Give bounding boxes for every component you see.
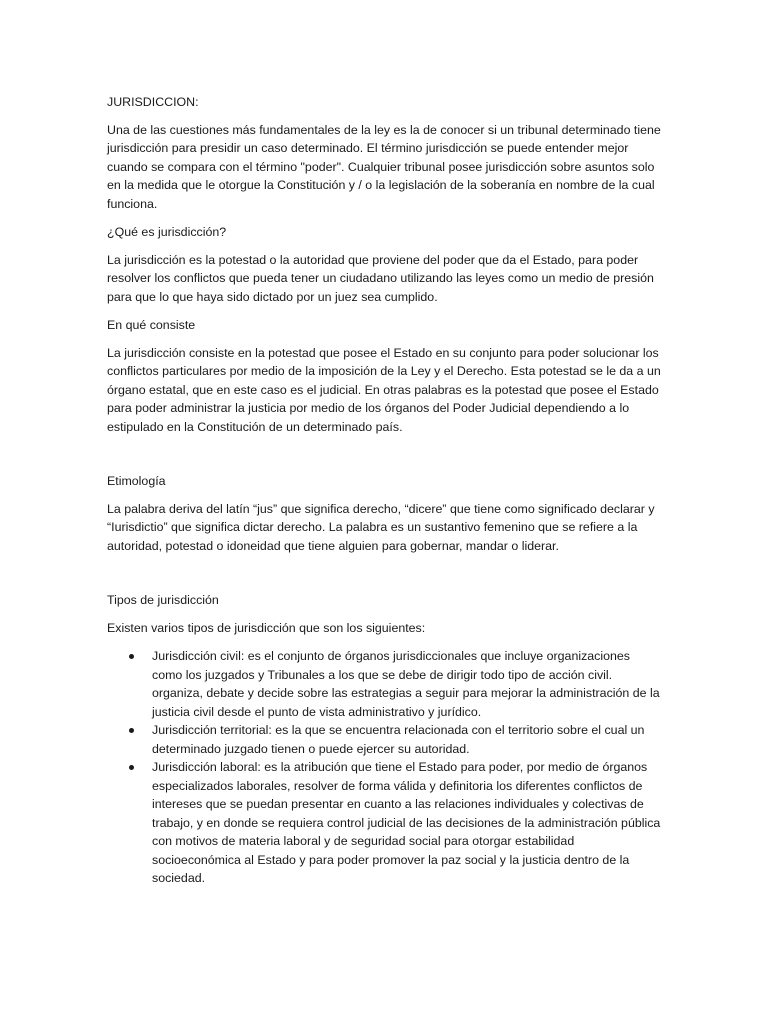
list-item-text: Jurisdicción civil: es el conjunto de órganos jurisdiccionales que incluye organizaciones como los juzgados y Tribunales a los que se debe de dirigir todo tipo de acción civil. organiza, debate y decide sobre las estrategias a seguir para mejorar la administración de la justicia civil desde el punto de vista administrativo y jurídico. — [152, 649, 660, 719]
list-item-text: Jurisdicción laboral: es la atribución que tiene el Estado para poder, por medio de órganos especializados laborales, resolver de forma válida y definitoria los diferentes conflictos de intereses que se puedan presentar en cuanto a las relaciones individuales y colectivas de trabajo, y en donde se requiera control judicial de las decisiones de la administración pública con motivos de materia laboral y de seguridad social para otorgar estabilidad socioeconómica al Estado y para poder promover la paz social y la justicia dentro de la sociedad. — [152, 760, 661, 885]
section-body-etymology: La palabra deriva del latín “jus” que significa derecho, “dicere” que tiene como significado declarar y “Iurisdictio” que significa dictar derecho. La palabra es un sustantivo femenino que se refiere a la autoridad, potestad o idoneidad que tiene alguien para gobernar, mandar o liderar. — [107, 501, 655, 553]
types-list — [107, 647, 663, 888]
section-heading-consists: En qué consiste — [107, 318, 196, 332]
section-heading-types: Tipos de jurisdicción — [107, 593, 219, 607]
list-item — [107, 647, 663, 721]
section-body-consists: La jurisdicción consiste en la potestad que posee el Estado en su conjunto para poder solucionar los conflictos particulares por medio de la imposición de la Ley y el Derecho. Esta potestad se le da a un órgano estatal, que en este caso es el judicial. En otras palabras es la potestad que posee el Estado para poder administrar la justicia por medio de los órganos del Poder Judicial dependiendo a lo estipulado en la Constitución de un determinado país. — [107, 345, 661, 434]
list-item — [107, 721, 663, 758]
document-title: JURISDICCION: — [107, 95, 199, 109]
section-body-what: La jurisdicción es la potestad o la autoridad que proviene del poder que da el Estado, para poder resolver los conflictos que pueda tener un ciudadano utilizando las leyes como un medio de presión para que lo que haya sido dictado por un juez sea cumplido. — [107, 252, 654, 304]
spacer — [107, 565, 663, 591]
list-item-text: Jurisdicción territorial: es la que se encuentra relacionada con el territorio sobre el cual un determinado juzgado tienen o puede ejercer su autoridad. — [152, 723, 645, 756]
section-heading-what: ¿Qué es jurisdicción? — [107, 225, 227, 239]
intro-paragraph: Una de las cuestiones más fundamentales de la ley es la de conocer si un tribunal determinado tiene jurisdicción para presidir un caso determinado. El término jurisdicción se puede entender mejor cuando se compara con el término "poder". Cualquier tribunal posee jurisdicción sobre asuntos solo en la medida que le otorgue la Constitución y / o la legislación de la soberanía en nombre de la cual funciona. — [107, 122, 661, 211]
list-item — [107, 758, 663, 888]
bullet-icon — [129, 728, 134, 733]
section-heading-etymology: Etimología — [107, 474, 166, 488]
spacer — [107, 446, 663, 472]
section-intro-types: Existen varios tipos de jurisdicción que son los siguientes: — [107, 620, 426, 635]
document-body — [107, 93, 663, 888]
bullet-icon — [129, 765, 134, 770]
bullet-icon — [129, 654, 134, 659]
